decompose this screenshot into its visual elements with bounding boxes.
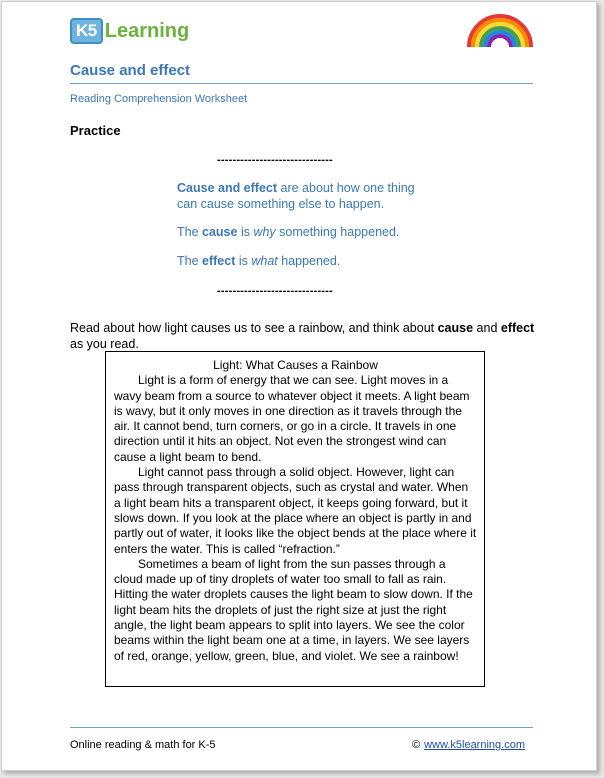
cause-pre: The bbox=[177, 225, 203, 239]
cause-mid: is bbox=[237, 225, 254, 239]
practice-heading: Practice bbox=[70, 123, 121, 138]
definition-term: Cause and effect bbox=[177, 181, 278, 195]
intro-text-3: as you read. bbox=[70, 337, 139, 351]
intro-bold-cause: cause bbox=[437, 321, 474, 335]
footer-copyright bbox=[412, 739, 525, 751]
effect-term: effect bbox=[202, 254, 236, 268]
footer-divider bbox=[70, 727, 533, 728]
rainbow-icon bbox=[465, 13, 535, 47]
worksheet-page bbox=[1, 1, 597, 771]
cause-term: cause bbox=[202, 225, 238, 239]
worksheet-subtitle: Reading Comprehension Worksheet bbox=[70, 93, 248, 105]
logo-k5-badge: K5 bbox=[70, 18, 103, 44]
reading-passage-box bbox=[105, 351, 485, 687]
passage-paragraph-1: Light is a form of energy that we can see. Light moves in a wavy beam from a source to whatever object it meets. A light beam is wavy, but it only moves in one direction as it travels through the air. It cannot bend, turn corners, or go in a circle. It travels in one direction until it hits an object. Not even the strongest wind can cause a light beam to bend. bbox=[114, 373, 470, 464]
effect-post: happened. bbox=[277, 254, 341, 268]
effect-mid: is bbox=[235, 254, 252, 268]
cause-post: something happened. bbox=[275, 225, 400, 239]
definition-text-line2: can cause something else to happen. bbox=[177, 197, 385, 211]
definition-effect bbox=[177, 253, 340, 269]
passage-paragraph-2: Light cannot pass through a solid object. However, light can pass through transparent objects, such as crystal and water. When a light beam hits a transparent object, it keeps going forward, but it slows down. If you look at the place where an object is partly in and partly out of water, it looks like the object bends at the place where it enters the water. This is called “refraction.” bbox=[114, 465, 477, 556]
logo-word: Learning bbox=[104, 19, 190, 42]
dash-divider-bottom: ------------------------------ bbox=[217, 285, 333, 297]
passage-title: Light: What Causes a Rainbow bbox=[213, 358, 378, 372]
dash-divider-top: ------------------------------ bbox=[217, 154, 333, 166]
footer-website-link[interactable]: www.k5learning.com bbox=[424, 739, 525, 751]
definition-cause-and-effect bbox=[177, 180, 415, 212]
reading-instructions bbox=[70, 320, 540, 352]
title-divider bbox=[70, 83, 533, 84]
copyright-symbol: © bbox=[412, 739, 421, 751]
intro-text-2: and bbox=[473, 321, 501, 335]
intro-text-1: Read about how light causes us to see a rainbow, and think about bbox=[70, 321, 438, 335]
k5-learning-logo[interactable] bbox=[70, 16, 189, 46]
passage-paragraph-3: Sometimes a beam of light from the sun passes through a cloud made up of tiny droplets of water too small to fall as rain. Hitting the water droplets causes the light beam to slow down. If the light beam hits the droplets of just the right size at just the right angle, the light beam appears to split into layers. We see the color beams within the light beam one at a time, in layers. We see layers of red, orange, yellow, green, blue, and violet. We see a rainbow! bbox=[114, 556, 473, 663]
effect-italic: what bbox=[251, 254, 278, 268]
footer-tagline: Online reading & math for K-5 bbox=[70, 739, 216, 751]
effect-pre: The bbox=[177, 254, 203, 268]
page-title: Cause and effect bbox=[70, 62, 191, 79]
intro-bold-effect: effect bbox=[500, 321, 535, 335]
definition-text: are about how one thing bbox=[277, 181, 415, 195]
cause-italic: why bbox=[253, 225, 276, 239]
definition-cause bbox=[177, 224, 399, 240]
